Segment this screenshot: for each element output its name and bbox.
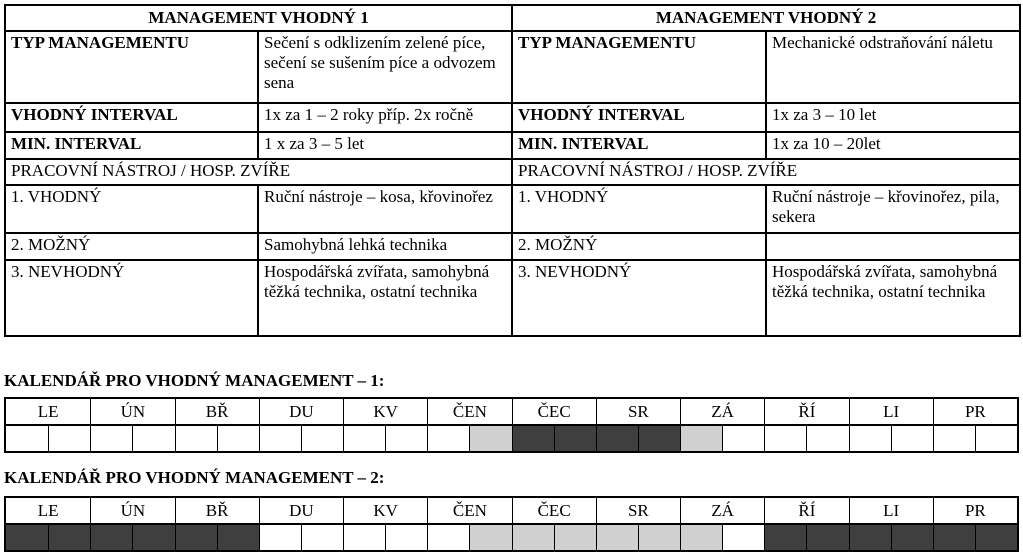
half-month-18 xyxy=(764,426,806,451)
month-8: ZÁ xyxy=(680,399,764,424)
half-month-15 xyxy=(638,525,680,550)
management-2-header: MANAGEMENT VHODNÝ 2 xyxy=(512,5,1020,31)
type-value-2: Mechanické odstraňování náletu xyxy=(766,31,1020,103)
half-month-10 xyxy=(427,525,469,550)
possible-value-2 xyxy=(766,233,1020,260)
half-month-2 xyxy=(90,525,132,550)
interval-value-1: 1x za 1 – 2 roky příp. 2x ročně xyxy=(258,103,512,132)
half-month-1 xyxy=(48,525,90,550)
calendar-2-months xyxy=(6,498,1017,523)
suitable-label-2: 1. VHODNÝ xyxy=(512,185,766,233)
month-1: ÚN xyxy=(90,498,174,523)
half-month-20 xyxy=(849,426,891,451)
half-month-13 xyxy=(554,525,596,550)
unsuitable-label-1: 3. NEVHODNÝ xyxy=(5,260,258,336)
half-month-5 xyxy=(217,426,259,451)
suitable-label-1: 1. VHODNÝ xyxy=(5,185,258,233)
type-label-1: TYP MANAGEMENTU xyxy=(5,31,258,103)
half-month-14 xyxy=(596,525,638,550)
unsuitable-value-1: Hospodářská zvířata, samohybná těžká technika, ostatní technika xyxy=(258,260,512,336)
calendar-1-title: KALENDÁŘ PRO VHODNÝ MANAGEMENT – 1: xyxy=(4,371,385,390)
half-month-16 xyxy=(680,525,722,550)
half-month-11 xyxy=(469,525,511,550)
month-0: LE xyxy=(37,401,59,421)
half-month-14 xyxy=(596,426,638,451)
half-month-0 xyxy=(6,525,48,550)
month-9: ŘÍ xyxy=(764,498,848,523)
half-month-3 xyxy=(132,525,174,550)
month-6: ČEC xyxy=(512,399,596,424)
interval-label-2: VHODNÝ INTERVAL xyxy=(512,103,766,132)
half-month-19 xyxy=(806,426,848,451)
min-interval-label-2: MIN. INTERVAL xyxy=(512,132,766,159)
min-interval-value-2: 1x za 10 – 20let xyxy=(766,132,1020,159)
half-month-3 xyxy=(132,426,174,451)
half-month-11 xyxy=(469,426,511,451)
type-value-1: Sečení s odklizením zelené píce, sečení se sušením píce a odvozem sena xyxy=(258,31,512,103)
half-month-16 xyxy=(680,426,722,451)
half-month-2 xyxy=(90,426,132,451)
half-month-7 xyxy=(301,525,343,550)
half-month-22 xyxy=(933,525,975,550)
half-month-6 xyxy=(259,525,301,550)
half-month-13 xyxy=(554,426,596,451)
half-month-23 xyxy=(975,525,1017,550)
month-10: LI xyxy=(849,399,933,424)
month-4: KV xyxy=(343,498,427,523)
month-7: SR xyxy=(596,399,680,424)
month-6: ČEC xyxy=(512,498,596,523)
half-month-5 xyxy=(217,525,259,550)
month-11: PR xyxy=(933,498,1017,523)
half-month-15 xyxy=(638,426,680,451)
unsuitable-label-2: 3. NEVHODNÝ xyxy=(512,260,766,336)
month-5: ČEN xyxy=(427,399,511,424)
half-month-17 xyxy=(722,525,764,550)
calendar-2-periods xyxy=(6,523,1017,550)
month-11: PR xyxy=(933,399,1017,424)
month-7: SR xyxy=(596,498,680,523)
half-month-4 xyxy=(175,525,217,550)
half-month-21 xyxy=(891,426,933,451)
half-month-1 xyxy=(48,426,90,451)
month-10: LI xyxy=(849,498,933,523)
month-1: ÚN xyxy=(90,399,174,424)
interval-label-1: VHODNÝ INTERVAL xyxy=(5,103,258,132)
month-8: ZÁ xyxy=(680,498,764,523)
half-month-4 xyxy=(175,426,217,451)
month-9: ŘÍ xyxy=(764,399,848,424)
tools-heading-2: PRACOVNÍ NÁSTROJ / HOSP. ZVÍŘE xyxy=(512,159,1020,185)
calendar-1-periods xyxy=(6,424,1017,451)
calendar-2-title: KALENDÁŘ PRO VHODNÝ MANAGEMENT – 2: xyxy=(4,468,385,487)
min-interval-label-1: MIN. INTERVAL xyxy=(5,132,258,159)
management-table xyxy=(4,4,1021,337)
half-month-9 xyxy=(385,525,427,550)
suitable-value-1: Ruční nástroje – kosa, křovinořez xyxy=(258,185,512,233)
month-4: KV xyxy=(343,399,427,424)
min-interval-value-1: 1 x za 3 – 5 let xyxy=(258,132,512,159)
half-month-8 xyxy=(343,426,385,451)
half-month-9 xyxy=(385,426,427,451)
type-label-2: TYP MANAGEMENTU xyxy=(512,31,766,103)
possible-label-2: 2. MOŽNÝ xyxy=(512,233,766,260)
half-month-7 xyxy=(301,426,343,451)
half-month-10 xyxy=(427,426,469,451)
half-month-21 xyxy=(891,525,933,550)
suitable-value-2: Ruční nástroje – křovinořez, pila, sekera xyxy=(766,185,1020,233)
half-month-22 xyxy=(933,426,975,451)
unsuitable-value-2: Hospodářská zvířata, samohybná těžká technika, ostatní technika xyxy=(766,260,1020,336)
half-month-19 xyxy=(806,525,848,550)
half-month-18 xyxy=(764,525,806,550)
half-month-23 xyxy=(975,426,1017,451)
month-2: BŘ xyxy=(175,399,259,424)
month-0: LE xyxy=(37,500,59,520)
half-month-12 xyxy=(512,525,554,550)
half-month-0 xyxy=(6,426,48,451)
half-month-6 xyxy=(259,426,301,451)
half-month-17 xyxy=(722,426,764,451)
management-1-header: MANAGEMENT VHODNÝ 1 xyxy=(5,5,512,31)
month-3: DU xyxy=(259,498,343,523)
month-2: BŘ xyxy=(175,498,259,523)
half-month-20 xyxy=(849,525,891,550)
calendar-1 xyxy=(4,397,1019,453)
half-month-8 xyxy=(343,525,385,550)
possible-value-1: Samohybná lehká technika xyxy=(258,233,512,260)
half-month-12 xyxy=(512,426,554,451)
month-3: DU xyxy=(259,399,343,424)
tools-heading-1: PRACOVNÍ NÁSTROJ / HOSP. ZVÍŘE xyxy=(5,159,512,185)
interval-value-2: 1x za 3 – 10 let xyxy=(766,103,1020,132)
possible-label-1: 2. MOŽNÝ xyxy=(5,233,258,260)
calendar-1-months xyxy=(6,399,1017,424)
calendar-2 xyxy=(4,496,1019,552)
month-5: ČEN xyxy=(427,498,511,523)
